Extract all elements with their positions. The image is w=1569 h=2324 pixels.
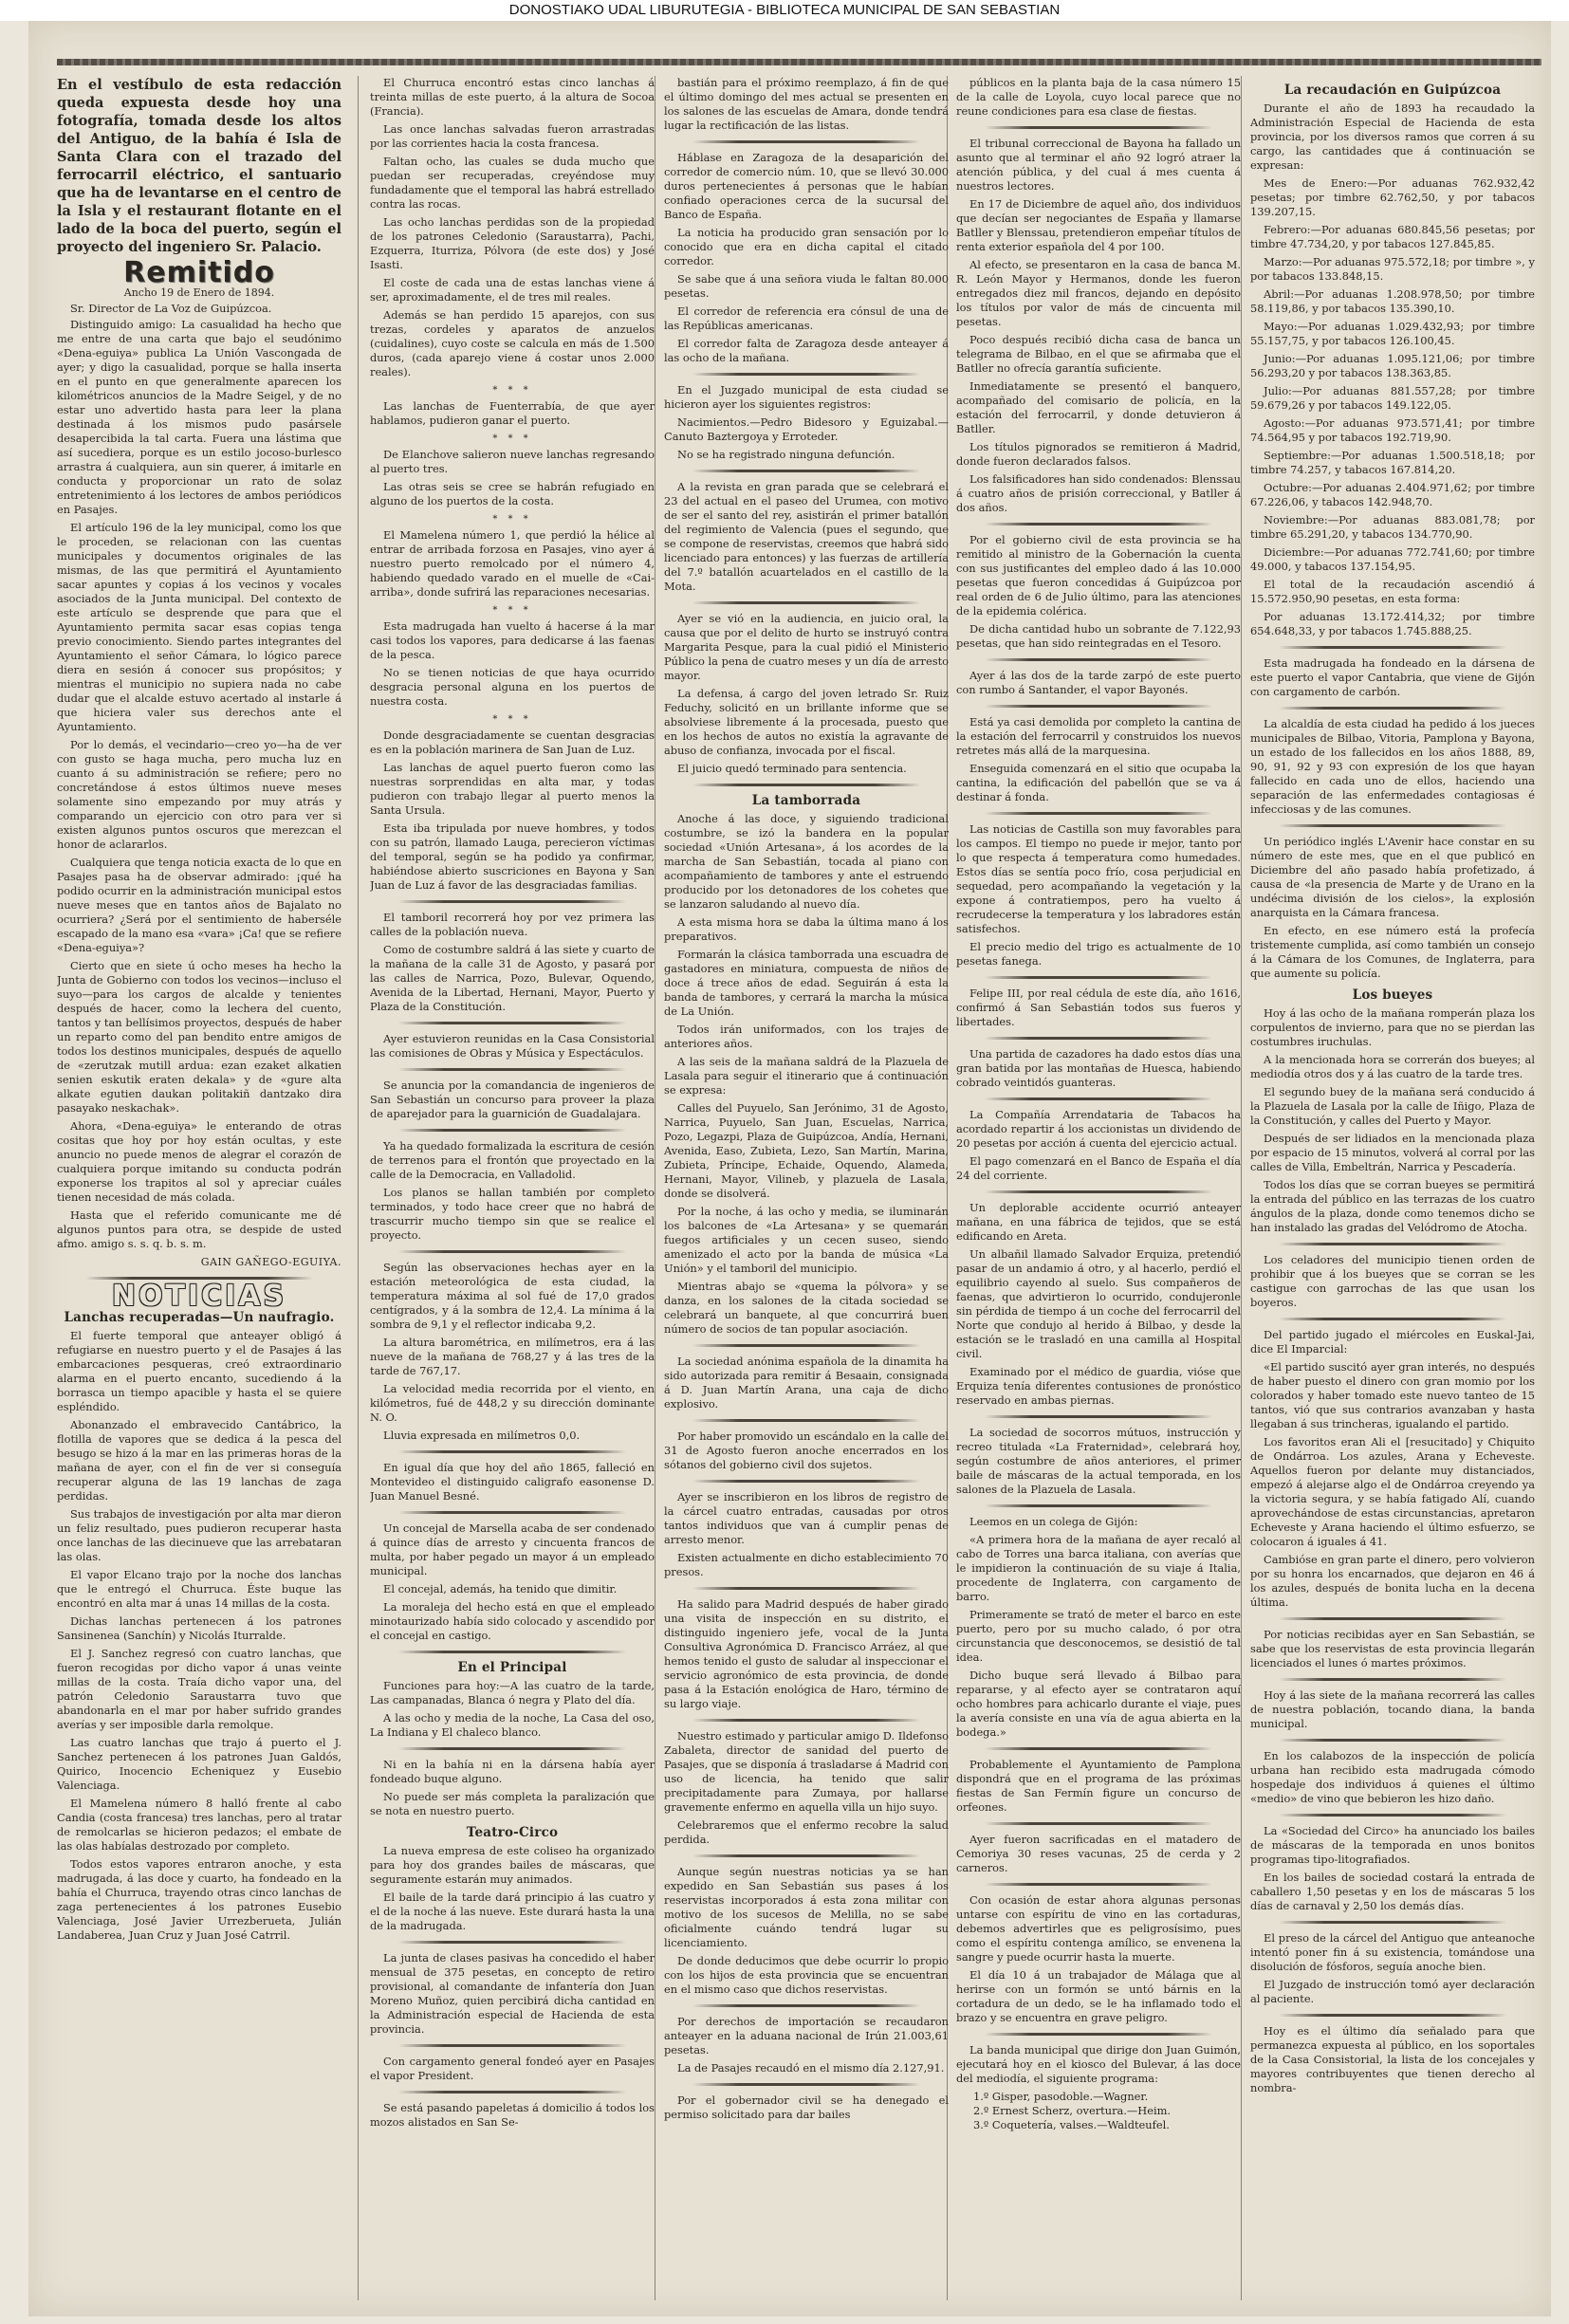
article-paragraph: Las lanchas de aquel puerto fueron como las nuestras sorprendidas en alta mar, y todas pudieron con trabajo llegar al puerto menos la Santa Ursula. (370, 761, 655, 817)
article-paragraph: El baile de la tarde dará principio á las cuatro y el de la noche á las nueve. Este durará hasta la una de la madrugada. (370, 1891, 655, 1932)
article-paragraph: Octubre:—Por aduanas 2.404.971,62; por timbre 67.226,06, y tabacos 142.948,70. (1250, 481, 1535, 508)
article-heading: Los bueyes (1352, 987, 1433, 1003)
article-paragraph: El pago comenzará en el Banco de España el día 24 del corriente. (956, 1154, 1241, 1182)
article-paragraph: Por el gobernador civil se ha denegado el permiso solicitado para dar bailes (664, 2093, 949, 2121)
section-rule (692, 1587, 920, 1590)
article-paragraph: La velocidad media recorrida por el viento, en kilómetros, fué de 448,2 y su dirección dominante N. O. (370, 1382, 655, 1424)
article-paragraph: Hoy es el último día señalado para que permanezca expuesta al público, en los soportales de la Casa Consistorial, la lista de los concejales y mayores contribuyentes que tienen derecho al nombra- (1250, 2024, 1535, 2094)
article-paragraph: Las lanchas de Fuenterrabía, de que ayer hablamos, pudieron ganar el puerto. (370, 399, 655, 427)
section-rule (398, 1068, 626, 1071)
article-paragraph: Probablemente el Ayuntamiento de Pamplona dispondrá que en el programa de las próximas fiestas de San Fermín figure un concurso de orfeones. (956, 1758, 1241, 1814)
article-paragraph: El corredor de referencia era cónsul de una de las Repúblicas americanas. (664, 304, 949, 332)
article-paragraph: Esta madrugada han vuelto á hacerse á la mar casi todos los vapores, para dedicarse á las faenas de la pesca. (370, 619, 655, 661)
section-rule (985, 976, 1212, 979)
article-paragraph: Julio:—Por aduanas 881.557,28; por timbre 59.679,26 y por tabacos 149.122,05. (1250, 384, 1535, 412)
article-paragraph: Las ocho lanchas perdidas son de la propiedad de los patrones Celedonio (Saraustarra), Pachi, Ezquerra, Iturriza, Pólvora (de este dos) y José Isasti. (370, 215, 655, 271)
article-paragraph: Marzo:—Por aduanas 975.572,18; por timbre », y por tabacos 133.848,15. (1250, 255, 1535, 283)
article-paragraph: Enseguida comenzará en el sitio que ocupaba la cantina, la edificación del pabellón que se va á destinar á fonda. (956, 762, 1241, 803)
article-paragraph: Se anuncia por la comandancia de ingenieros de San Sebastián un concurso para proveer la plaza de aparejador para la guarnición de Guadalajara. (370, 1079, 655, 1120)
article-paragraph: Un albañil llamado Salvador Erquiza, pretendió pasar de un andamio á otro, y al hacerlo, perdió el equilibrio cayendo al suelo. Sus compañeros de faenas, que advirtieron lo ocurrido, condujeronle sin pérdida de tiempo á un coche del ferrocarril del Norte que condujo al herido á Bilbao, y desde la estación se le trasladó en una camilla al Hospital civil. (956, 1247, 1241, 1360)
section-rule (398, 1747, 626, 1750)
article-paragraph: En los bailes de sociedad costará la entrada de caballero 1,50 pesetas y en los de máscaras 5 los días de carnaval y 2,50 los demás días. (1250, 1871, 1535, 1912)
section-rule (398, 900, 626, 903)
section-rule (398, 1129, 626, 1132)
section-rule (1279, 707, 1506, 710)
article-paragraph: La defensa, á cargo del joven letrado Sr. Ruiz Feduchy, solicitó en un brillante informe que se absolviese libremente á la procesada, puesto que en los hechos de autos no existía la agravante de abuso de confianza, invocada por el fiscal. (664, 687, 949, 757)
article-paragraph: Poco después recibió dicha casa de banca un telegrama de Bilbao, en el que se afirmaba que el Batller no ofrecía garantía suficiente. (956, 333, 1241, 375)
program-item: 3.º Coquetería, valses.—Waldteufel. (973, 2118, 1170, 2131)
section-rule (692, 470, 920, 472)
article-paragraph: Todos los días que se corran bueyes se permitirá la entrada del público en las terrazas de los cuatro ángulos de la plaza, donde como tenemos dicho se han instalado las gradas del Velódromo de Atocha. (1250, 1178, 1535, 1234)
article-paragraph: De dicha cantidad hubo un sobrante de 7.122,93 pesetas, que han sido reintegradas en el Tesoro. (956, 622, 1241, 650)
article-paragraph: El segundo buey de la mañana será conducido á la Plazuela de Lasala por la calle de Iñigo, Plaza de la Constitución, y calles del Puerto y Mayor. (1250, 1085, 1535, 1127)
section-rule (985, 812, 1212, 815)
section-rule (1279, 1739, 1506, 1742)
section-rule (398, 1250, 626, 1253)
article-paragraph: Mientras abajo se «quema la pólvora» y se danza, en los salones de la citada sociedad se celebrará un banquete, al que concurrirá buen número de socios de tan popular asociación. (664, 1280, 949, 1336)
article-paragraph: Se sabe que á una señora viuda le faltan 80.000 pesetas. (664, 272, 949, 300)
column-2 (370, 76, 655, 2300)
article-paragraph: A la revista en gran parada que se celebrará el 23 del actual en el paseo del Urumea, con motivo de ser el santo del rey, asistirán el primer batallón del regimiento de Valencia (pues el segundo, que se compone de reservistas, creemos que habrá sido licenciado para entonces) y las fuerzas de artillería del 7.º batallón acuartelados en el castillo de la Mota. (664, 480, 949, 593)
article-paragraph: Diciembre:—Por aduanas 772.741,60; por timbre 49.000, y tabacos 137.154,95. (1250, 545, 1535, 573)
ornament-stars: * * * (492, 385, 532, 396)
article-paragraph: No se ha registrado ninguna defunción. (677, 448, 895, 461)
column-divider (358, 76, 359, 2300)
article-paragraph: Ayer se vió en la audiencia, en juicio oral, la causa que por el delito de hurto se instruyó contra Margarita Pesque, para la cual pidió el Ministerio Público la pena de cuatro meses y un día de arresto mayor. (664, 612, 949, 682)
article-heading: En el Principal (457, 1660, 567, 1675)
article-paragraph: De donde deducimos que debe ocurrir lo propio con los hijos de esta provincia que se encuentran en el mismo caso que dichos reservistas. (664, 1954, 949, 1996)
article-paragraph: La noticia ha producido gran sensación por lo conocido que era en dicha capital el citado corredor. (664, 226, 949, 267)
letter-paragraph: El artículo 196 de la ley municipal, como los que le proceden, se relacionan con las cuentas municipales y documentos originales de las mismas, de las que permitirá el Ayuntamiento sacar apuntes y copias á los vecinos y vocales asociados de la Junta municipal. Del contexto de este artículo se desprende que para que el Ayuntamiento permita sacar esas copias tenga previo conocimiento. Siendo partes integrantes del Ayuntamiento el señor Cámara, lo lógico parece diera en sesión á conocer sus propósitos; y mientras el municipio no supiera nada no cabe dudar que el alcalde estuvo acertado al instarle á que hiciera valer sus derechos ante el Ayuntamiento. (57, 521, 341, 733)
article-paragraph: Háblase en Zaragoza de la desaparición del corredor de comercio núm. 10, que se llevó 30.000 duros pertenecientes á personas que le habían confiado operaciones cerca de la sucursal del Banco de España. (664, 151, 949, 221)
article-paragraph: El preso de la cárcel del Antiguo que anteanoche intentó poner fin á su existencia, tomándose una disolución de fósforos, seguía anoche bien. (1250, 1931, 1535, 1973)
section-rule (398, 2044, 626, 2047)
letter-paragraph: Distinguido amigo: La casualidad ha hecho que me entre de una carta que bajo el seudónimo «Dena-eguiya» publica La Unión Vascongada de ayer; y digo la casualidad, porque se halla inserta en el punto en que generalmente aparecen los kilométricos anuncios de la Madre Seigel, y de no estar uno advertido hasta para leer la plana destinada á los mismos pudo pasársele desapercibida la tal carta. Fuera una lástima que así sucediera, porque es un estilo jocoso-burlesco arrastra á cualquiera, aun sin querer, á imitarle en conducta y proporcionar un rato de solaz entretenimiento á los lectores de ambos periódicos en Pasajes. (57, 318, 341, 516)
article-paragraph: El total de la recaudación ascendió á 15.572.950,90 pesetas, en esta forma: (1250, 578, 1535, 605)
article-heading: La tamborrada (751, 793, 861, 808)
section-rule (985, 1822, 1212, 1825)
article-paragraph: Durante el año de 1893 ha recaudado la Administración Especial de Hacienda de esta provincia, por los diversos ramos que corren á su cargo, las cantidades que á continuación se expresan: (1250, 101, 1535, 172)
article-paragraph: Cambióse en gran parte el dinero, pero volvieron por su honra los encarnados, que dejaron en 46 á los azules, después de bonita lucha en la decena última. (1250, 1553, 1535, 1609)
section-rule (985, 658, 1212, 661)
article-paragraph: Lluvia expresada en milímetros 0,0. (383, 1429, 581, 1442)
section-rule (985, 523, 1212, 526)
article-paragraph: Ni en la bahía ni en la dársena había ayer fondeado buque alguno. (370, 1758, 655, 1785)
article-paragraph: Ayer á las dos de la tarde zarpó de este puerto con rumbo á Santander, el vapor Bayonés. (956, 669, 1241, 696)
letter-salutation: Sr. Director de La Voz de Guipúzcoa. (70, 302, 272, 315)
article-paragraph: Agosto:—Por aduanas 973.571,41; por timbre 74.564,95 y por tabacos 192.719,90. (1250, 416, 1535, 444)
article-paragraph: El vapor Elcano trajo por la noche dos lanchas que le entregó el Churruca. Éste buque las encontró en alta mar á unas 14 millas de la costa. (57, 1568, 341, 1610)
article-paragraph: Inmediatamente se presentó el banquero, acompañado del comisario de policía, en la estación del ferrocarril, y donde detuvieron á Batller. (956, 379, 1241, 435)
article-paragraph: El coste de cada una de estas lanchas viene á ser, aproximadamente, el de tres mil reales. (370, 276, 655, 304)
section-rule (692, 1419, 920, 1422)
article-paragraph: El concejal, además, ha tenido que dimitir. (383, 1582, 618, 1595)
article-paragraph: La sociedad anónima española de la dinamita ha sido autorizada para remitir á Besaain, consignada á D. Juan Martín Arana, una caja de dicho explosivo. (664, 1355, 949, 1411)
section-rule (985, 1097, 1212, 1100)
article-paragraph: La «Sociedad del Circo» ha anunciado los bailes de máscaras de la temporada en unos bonitos programas tipo-litografiados. (1250, 1824, 1535, 1866)
letter-paragraph: Cualquiera que tenga noticia exacta de lo que en Pasajes pasa ha de observar admirado: ¡qué ha podido ocurrir en la administración municipal estos nueve meses que en tantos años de Bajalato no ocurriera? ¿Será por el sentimiento de haberséle escapado de la mano esa «vara» ¡Ca! que se refiere «Dena-eguiya»? (57, 856, 341, 954)
article-paragraph: Dicho buque será llevado á Bilbao para repararse, y al efecto ayer se contrataron aquí ocho hombres para achicarlo durante el viaje, pues la avería consiste en una vía de agua abierta en la bodega.» (956, 1669, 1241, 1739)
article-paragraph: Ayer estuvieron reunidas en la Casa Consistorial las comisiones de Obras y Música y Espectáculos. (370, 1032, 655, 1060)
article-paragraph: Mayo:—Por aduanas 1.029.432,93; por timbre 55.157,75, y por tabacos 126.100,45. (1250, 320, 1535, 347)
article-paragraph: Por haber promovido un escándalo en la calle del 31 de Agosto fueron anoche encerrados en los sótanos del gobierno civil dos sujetos. (664, 1429, 949, 1471)
article-paragraph: Un concejal de Marsella acaba de ser condenado á quince días de arresto y cincuenta francos de multa, por haber pegado un mayor á un empleado municipal. (370, 1522, 655, 1577)
article-paragraph: Sus trabajos de investigación por alta mar dieron un feliz resultado, pues pudieron recuperar hasta once lanchas de las diecinueve que las arrebataran las olas. (57, 1507, 341, 1563)
article-paragraph: En igual día que hoy del año 1865, falleció en Montevideo el distinguido caligrafo easonense D. Juan Manuel Besné. (370, 1461, 655, 1503)
ornament-stars: * * * (492, 605, 532, 616)
article-paragraph: Las otras seis se cree se habrán refugiado en alguno de los puertos de la costa. (370, 480, 655, 507)
article-paragraph: Además se han perdido 15 aparejos, con sus trezas, cordeles y aparatos de anzuelos (cuidalines), cuyo coste se calcula en más de 1.500 duros, (cada aparejo viene á costar unos 2.000 reales). (370, 308, 655, 378)
article-paragraph: Por derechos de importación se recaudaron anteayer en la aduana nacional de Irún 21.003,61 pesetas. (664, 2015, 949, 2057)
article-paragraph: Ha salido para Madrid después de haber girado una visita de inspección en su distrito, el distinguido ingeniero jefe, vocal de la Junta Consultiva Agronómica D. Francisco Arráez, al que hemos tenido el gusto de saludar al inspeccionar el servicio agronómico de esta provincia, de donde pasa á la Estación enológica de Haro, término de su largo viaje. (664, 1597, 949, 1710)
article-paragraph: Dichas lanchas pertenecen á los patrones Sansinenea (Sanchín) y Nicolás Iturralde. (57, 1614, 341, 1642)
article-paragraph: Una partida de cazadores ha dado estos días una gran batida por las montañas de Huesca, habiendo cobrado veintidós guanteras. (956, 1047, 1241, 1089)
section-rule (692, 1344, 920, 1347)
article-paragraph: Nuestro estimado y particular amigo D. Ildefonso Zabaleta, director de sanidad del puerto de Pasajes, que se disponía á trasladarse á Madrid con uso de licencia, ha tenido que salir precipitadamente para Zumaya, por hallarse gravemente enfermo en aquella villa un hijo suyo. (664, 1729, 949, 1814)
section-rule (398, 1651, 626, 1653)
column-divider (1241, 76, 1242, 2300)
article-paragraph: La junta de clases pasivas ha concedido el haber mensual de 375 pesetas, en concepto de retiro provisional, al comandante de infantería don Juan Moreno Muñoz, quien percibirá dicha cantidad en la Administración especial de Hacienda de esta provincia. (370, 1951, 655, 2036)
article-paragraph: Con ocasión de estar ahora algunas personas untarse con espíritu de vino en las cortaduras, debemos advertirles que es peligrosísimo, pues como el espíritu contenga amílico, se envenena la sangre y puede ocurrir hasta la muerte. (956, 1893, 1241, 1964)
article-paragraph: Celebraremos que el enfermo recobre la salud perdida. (664, 1818, 949, 1846)
article-paragraph: El Churruca encontró estas cinco lanchas á treinta millas de este puerto, á la altura de Socoa (Francia). (370, 76, 655, 118)
archive-header: DONOSTIAKO UDAL LIBURUTEGIA - BIBLIOTECA MUNICIPAL DE SAN SEBASTIAN (0, 0, 1569, 21)
article-paragraph: bastián para el próximo reemplazo, á fin de que el último domingo del mes actual se presenten en los salones de las escuelas de Amara, donde tendrá lugar la rectificación de las listas. (664, 76, 949, 132)
article-paragraph: Febrero:—Por aduanas 680.845,56 pesetas; por timbre 47.734,20, y por tabacos 127.845,85. (1250, 223, 1535, 250)
article-paragraph: públicos en la planta baja de la casa número 15 de la calle de Loyola, cuyo local parece que no reune condiciones para esa clase de fiestas. (956, 76, 1241, 118)
article-paragraph: El Mamelena número 8 halló frente al cabo Candia (costa francesa) tres lanchas, pero al tratar de remolcarlas se hicieron pedazos; el embate de las olas habíalas destrozado por completo. (57, 1797, 341, 1853)
section-rule (692, 1719, 920, 1722)
ornament-stars: * * * (492, 433, 532, 444)
article-paragraph: El precio medio del trigo es actualmente de 10 pesetas fanega. (956, 940, 1241, 968)
article-paragraph: Por la noche, á las ocho y media, se iluminarán los balcones de «La Artesana» y se quemarán fuegos artificiales y un cecen suseo, siendo amenizado el acto por la banda de música «La Unión» y el tamboril del municipio. (664, 1205, 949, 1275)
article-paragraph: El Mamelena número 1, que perdió la hélice al entrar de arribada forzosa en Pasajes, vino ayer á nuestro puerto remolcado por el número 4, habiendo quedado varado en el muelle de «Cai-arriba», donde sufrirá las reparaciones necesarias. (370, 528, 655, 599)
article-paragraph: Los planos se hallan también por completo terminados, y todo hace creer que no habrá de trascurrir mucho tiempo sin que se realice el proyecto. (370, 1186, 655, 1242)
section-rule (1279, 2014, 1506, 2017)
article-paragraph: El tribunal correccional de Bayona ha fallado un asunto que al terminar el año 92 logró atraer la atención pública, y del cual á mes cuenta á nuestros lectores. (956, 137, 1241, 193)
article-paragraph: Al efecto, se presentaron en la casa de banca M. R. León Mayor y Hermanos, donde les fueron entregados diez mil francos, dejando en depósito los títulos por valor de más de cincuenta mil pesetas. (956, 258, 1241, 328)
section-rule (1279, 824, 1506, 827)
article-paragraph: «A primera hora de la mañana de ayer recaló al cabo de Torres una barca italiana, con averías que le impidieron la continuación de su viaje á Italia, procedente de Inglaterra, con cargamento de barro. (956, 1533, 1241, 1603)
program-item: 2.º Ernest Scherz, overtura.—Heim. (973, 2104, 1172, 2117)
section-rule (1279, 1814, 1506, 1817)
article-paragraph: Los falsificadores han sido condenados: Blenssau á cuatro años de prisión correccional, y Batller á dos años. (956, 472, 1241, 514)
article-paragraph: Mes de Enero:—Por aduanas 762.932,42 pesetas; por timbre 62.762,50, y por tabacos 139.207,15. (1250, 176, 1535, 218)
article-paragraph: En los calabozos de la inspección de policía urbana han recibido esta madrugada cómodo hospedaje dos individuos á quienes el último «medio» de vino que bebieron les hizo daño. (1250, 1749, 1535, 1805)
noticias-heading: NOTICIAS (111, 1280, 287, 1313)
article-paragraph: Septiembre:—Por aduanas 1.500.518,18; por timbre 74.257, y tabacos 167.814,20. (1250, 449, 1535, 476)
section-rule (985, 2033, 1212, 2036)
article-paragraph: Por noticias recibidas ayer en San Sebastián, se sabe que los reservistas de esta provincia llegarán licenciados el lunes ó martes próximos. (1250, 1628, 1535, 1669)
article-paragraph: En efecto, en ese número está la profecía tristemente cumplida, así como también un consejo á la Cámara de los Comunes, de Inglaterra, para que aumente su policía. (1250, 924, 1535, 980)
article-paragraph: Después de ser lidiados en la mencionada plaza por espacio de 15 minutos, volverá al corral por las calles de Villa, Embeltrán, Narrica y Pescadería. (1250, 1132, 1535, 1173)
article-paragraph: La moraleja del hecho está en que el empleado minotaurizado había sido colocado y ascendido por el concejal en castigo. (370, 1600, 655, 1642)
letter-signature: GAIN GAÑEGO-EGUIYA. (200, 1256, 341, 1268)
section-rule (1279, 1921, 1506, 1924)
article-paragraph: La sociedad de socorros mútuos, instrucción y recreo titulada «La Fraternidad», celebrará hoy, según costumbre de años anteriores, el primer baile de máscaras de la actual temporada, en los salones de la Plazuela de Lasala. (956, 1426, 1241, 1496)
article-paragraph: A esta misma hora se daba la última mano á los preparativos. (664, 915, 949, 943)
article-paragraph: Calles del Puyuelo, San Jerónimo, 31 de Agosto, Narrica, Puyuelo, San Juan, Escuelas, Narrica, Pozo, Legazpi, Plaza de Guipúzcoa, Andía, Hernani, Avenida, Easo, Zubieta, Lezo, San Martín, Marina, Zubieta, Príncipe, Echaide, Oquendo, Alameda, Hernani, Mayor, Vilineb, y plazuela de Lasala, donde se disolverá. (664, 1101, 949, 1200)
section-rule (398, 1941, 626, 1944)
article-paragraph: La Compañía Arrendataria de Tabacos ha acordado repartir á los accionistas un dividendo de 20 pesetas por acción á cuenta del ejercicio actual. (956, 1108, 1241, 1150)
section-rule (692, 2083, 920, 2086)
article-paragraph: Los títulos pignorados se remitieron á Madrid, donde fueron declarados falsos. (956, 440, 1241, 468)
article-paragraph: Por el gobierno civil de esta provincia se ha remitido al ministro de la Gobernación la cuenta con sus justificantes del empleo dado á las 10.000 pesetas que fueron concedidas á Guipúzcoa por real orden de 6 de Julio último, para las atenciones de la epidemia colérica. (956, 533, 1241, 618)
article-paragraph: El Juzgado de instrucción tomó ayer declaración al paciente. (1250, 1978, 1535, 2005)
article-paragraph: Existen actualmente en dicho establecimiento 70 presos. (664, 1551, 949, 1578)
article-paragraph: Está ya casi demolida por completo la cantina de la estación del ferrocarril y construidos los nuevos retretes más allá de la marquesina. (956, 715, 1241, 757)
section-rule (985, 1415, 1212, 1418)
article-paragraph: Abril:—Por aduanas 1.208.978,50; por timbre 58.119,86, y por tabacos 135.390,10. (1250, 287, 1535, 315)
article-paragraph: Las once lanchas salvadas fueron arrastradas por las corrientes hacia la costa francesa. (370, 122, 655, 150)
article-paragraph: Las noticias de Castilla son muy favorables para los campos. El tiempo no puede ir mejor, tanto por lo que respecta á temperatura como humedades. Estos días se sentía poco frío, cosa perjudicial en sequedad, pero acompañando la vegetación y la expone á contratiempos, pero ha vuelto á recrudecerse la temperatura y los labradores están satisfechos. (956, 822, 1241, 935)
column-3 (664, 76, 949, 2300)
section-rule (985, 1037, 1212, 1040)
article-paragraph: Nacimientos.—Pedro Bidesoro y Eguizabal.—Canuto Baztergoya y Erroteder. (664, 415, 949, 443)
article-paragraph: El día 10 á un trabajador de Málaga que al herirse con un formón se untó bárnis en la cortadura de un dedo, se le ha inflamado todo el brazo y se encuentra en grave peligro. (956, 1968, 1241, 2024)
section-rule (985, 1747, 1212, 1750)
article-paragraph: A las ocho y media de la noche, La Casa del oso, La Indiana y El chaleco blanco. (370, 1711, 655, 1739)
article-paragraph: La banda municipal que dirige don Juan Guimón, ejecutará hoy en el kiosco del Bulevar, á las doce del mediodía, el siguiente programa: (956, 2043, 1241, 2085)
article-paragraph: El corredor falta de Zaragoza desde anteayer á las ocho de la mañana. (664, 337, 949, 364)
article-paragraph: Hoy á las ocho de la mañana romperán plaza los corpulentos de invierno, para que no se pierdan las costumbres iruchulas. (1250, 1006, 1535, 1048)
article-paragraph: Ayer se inscribieron en los libros de registro de la cárcel cuatro entradas, causadas por otros tantos individuos que van á cumplir penas de arresto menor. (664, 1490, 949, 1546)
section-rule (692, 140, 920, 143)
article-paragraph: Se está pasando papeletas á domicilio á todos los mozos alistados en San Se- (370, 2101, 655, 2129)
section-rule (1279, 1243, 1506, 1245)
article-paragraph: Funciones para hoy:—A las cuatro de la tarde, Las campanadas, Blanca ó negra y Plato del día. (370, 1679, 655, 1706)
article-paragraph: Donde desgraciadamente se cuentan desgracias es en la población marinera de San Juan de Luz. (370, 729, 655, 756)
section-rule (985, 126, 1212, 129)
article-paragraph: No puede ser más completa la paralización que se nota en nuestro puerto. (370, 1790, 655, 1817)
article-paragraph: El J. Sanchez regresó con cuatro lanchas, que fueron recogidas por dicho vapor á unas veinte millas de la costa. Traía dicho vapor una, del patrón Celedonio Saraustarra tuvo que abandonarla en el mar por haber sufrido grandes averías y ser imposible darla remolque. (57, 1647, 341, 1731)
article-paragraph: Un deplorable accidente ocurrió anteayer mañana, en una fábrica de tejidos, que se está edificando en Areta. (956, 1201, 1241, 1243)
section-rule (1279, 1318, 1506, 1320)
article-paragraph: Formarán la clásica tamborrada una escuadra de gastadores en miniatura, compuesta de niños de doce á trece años de edad. Seguirán á esta la banda de tambores, y cerrará la marcha la música de La Unión. (664, 948, 949, 1018)
article-paragraph: Del partido jugado el miércoles en Euskal-Jai, dice El Imparcial: (1250, 1328, 1535, 1356)
section-rule (985, 1504, 1212, 1507)
article-paragraph: Los celadores del municipio tienen orden de prohibir que á los bueyes que se corran se les castigue con garrochas de las que usan los boyeros. (1250, 1253, 1535, 1309)
article-paragraph: Examinado por el médico de guardia, vióse que Erquiza tenía diferentes contusiones de pronóstico reservado en ambas piernas. (956, 1365, 1241, 1407)
section-rule (692, 1480, 920, 1483)
article-heading: Lanchas recuperadas—Un naufragio. (64, 1310, 335, 1325)
article-paragraph: Abonanzado el embravecido Cantábrico, la flotilla de vapores que se dedica á la pesca del besugo se hizo á la mar en las primeras horas de la mañana de ayer, con el fin de ver si conseguía recuperar alguna de las 19 lanchas de zaga perdidas. (57, 1418, 341, 1503)
article-paragraph: Noviembre:—Por aduanas 883.081,78; por timbre 65.291,20, y tabacos 134.770,90. (1250, 513, 1535, 541)
article-paragraph: La altura barométrica, en milímetros, era á las nueve de la mañana de 768,27 y á las tres de la tarde de 767,17. (370, 1336, 655, 1377)
article-paragraph: A la mencionada hora se correrán dos bueyes; al mediodía otros dos y á las cuatro de la tarde tres. (1250, 1053, 1535, 1080)
article-paragraph: La de Pasajes recaudó en el mismo día 2.127,91. (677, 2061, 945, 2075)
article-paragraph: Anoche á las doce, y siguiendo tradicional costumbre, se izó la bandera en la popular sociedad «Unión Artesana», á los acordes de la marcha de San Sebastián, tocada al piano con acompañamiento de tambores y ante el estruendo producido por los detonadores de los cohetes que se lanzaron saludando al nuevo día. (664, 812, 949, 911)
article-paragraph: Según las observaciones hechas ayer en la estación meteorológica de esta ciudad, la temperatura máxima al sol fué de 17,0 grados centígrados, y á la sombra de 12,4. La mínima á la sombra de 9,1 y el reflector indicaba 9,2. (370, 1261, 655, 1331)
section-rule (1279, 1617, 1506, 1620)
section-rule (692, 601, 920, 604)
section-rule (398, 1450, 626, 1453)
article-paragraph: A las seis de la mañana saldrá de la Plazuela de Lasala para seguir el itinerario que á continuación se expresa: (664, 1055, 949, 1097)
ornament-stars: * * * (492, 714, 532, 725)
section-rule (398, 1511, 626, 1514)
article-paragraph: De Elanchove salieron nueve lanchas regresando al puerto tres. (370, 448, 655, 475)
article-paragraph: En 17 de Diciembre de aquel año, dos individuos que decían ser negociantes de España y llamarse Batller y Blenssau, pretendieron empeñar títulos de renta exterior española del 4 por 100. (956, 197, 1241, 253)
article-paragraph: Primeramente se trató de meter el barco en este puerto, pero por su mucho calado, ó por otra circunstancia que desconocemos, se desistió de tal idea. (956, 1608, 1241, 1664)
column-5 (1250, 76, 1535, 2300)
section-rule (985, 1883, 1212, 1886)
letter-paragraph: Ahora, «Dena-eguiya» le enterando de otras cositas que hoy por hoy están ocultas, y este anuncio no puede menos de alegrar el corazón de cualquiera porque imitando su conducta podrán exponerse los trapitos al sol y apreciar cuáles tienen necesidad de más colada. (57, 1119, 341, 1204)
column-1 (57, 76, 341, 2296)
ornament-stars: * * * (492, 514, 532, 525)
section-rule (692, 1854, 920, 1857)
article-paragraph: Ayer fueron sacrificadas en el matadero de Cemoriya 30 reses vacunas, 25 de cerda y 2 carneros. (956, 1833, 1241, 1874)
article-paragraph: La nueva empresa de este coliseo ha organizado para hoy dos grandes bailes de máscaras, que seguramente estarán muy animados. (370, 1844, 655, 1886)
article-paragraph: El juicio quedó terminado para sentencia. (677, 762, 907, 775)
letter-paragraph: Hasta que el referido comunicante me dé algunos puntos para otra, se despide de usted afmo. amigo s. s. q. b. s. m. (57, 1208, 341, 1250)
article-paragraph: La alcaldía de esta ciudad ha pedido á los jueces municipales de Bilbao, Vitoria, Pamplona y Bayona, un estado de los fallecidos en los años 1888, 89, 90, 91, 92 y 93 con expresión de los que hayan fallecido en cada uno de ellos, haciendo una separación de las enfermedades contagiosas é infecciosas y de las comunes. (1250, 717, 1535, 816)
masthead-rule (57, 59, 1541, 65)
article-paragraph: Esta madrugada ha fondeado en la dársena de este puerto el vapor Cantabria, que viene de Gijón con cargamento de carbón. (1250, 656, 1535, 698)
article-paragraph: Un periódico inglés L'Avenir hace constar en su número de este mes, que en el que publicó en Diciembre del año pasado había profetizado, á causa de «la presencia de Marte y de Urano en la undécima división de los cielos», la explosión anarquista en la Cámara francesa. (1250, 835, 1535, 919)
lead-notice: En el vestíbulo de esta redacción queda expuesta desde hoy una fotografía, tomada desde los altos del Antiguo, de la bahía é Isla de Santa Clara con el trazado del ferrocarril eléctrico, el santuario que ha de levantarse en el centro de la Isla y el restaurant flotante en el lado de la boca del puerto, según el proyecto del ingeniero Sr. Palacio. (57, 77, 341, 255)
article-paragraph: Felipe III, por real cédula de este día, año 1616, confirmó á San Sebastián todos sus fueros y libertades. (956, 987, 1241, 1028)
article-paragraph: En el Juzgado municipal de esta ciudad se hicieron ayer los siguientes registros: (664, 383, 949, 411)
article-paragraph: Leemos en un colega de Gijón: (969, 1515, 1138, 1528)
article-paragraph: «El partido suscitó ayer gran interés, no después de haber puesto el dinero con gran momio por los colorados y haber tomado este nuevo tanteo de 15 tantos, vió que sus contrarios avanzaban y hasta llegaban á sus trincheras, igualando el partido. (1250, 1360, 1535, 1430)
article-paragraph: Aunque según nuestras noticias ya se han expedido en San Sebastián sus pases á los reservistas incorporados á esta zona militar con motivo de los sucesos de Melilla, no se sabe oficialmente cuándo tendrá lugar su licenciamiento. (664, 1865, 949, 1949)
letter-paragraph: Cierto que en siete ú ocho meses ha hecho la Junta de Gobierno con todos los vecinos—incluso el suyo—para los cargos de alcalde y tenientes después de hacer, como la lechera del cuento, tantos y tan bellísimos proyectos, después de haber un reparto como del pan bendito entre amigos de todos los destinos municipales, después de aquello de «zerutzak mutill ardua: ezan ezaket alkatien senien eskutik eraten dekala» y de «gure alta alkate egutien daukan politakiñ dantzako dira pasayako neskachak». (57, 959, 341, 1115)
section-rule (692, 784, 920, 786)
article-paragraph: Los favoritos eran Ali el [resucitado] y Chiquito de Ondárroa. Los azules, Arana y Echeveste. Aquellos fueron por delante muy distanciados, empezó á alejarse algo el de Ondárroa creyendo ya la victoria segura, y se había fatigado Alí, cuando aprovechándose de estas circunstancias, apretaron Echeveste y Arana haciendo el último esfuerzo, se colocaron á iguales á 41. (1250, 1435, 1535, 1548)
article-paragraph: Esta iba tripulada por nueve hombres, y todos con su patrón, llamado Lauga, perecieron víctimas del temporal, según se ha podido ya confirmar, habiéndose abierto suscriciones en Bayona y San Juan de Luz á favor de las desgraciadas familias. (370, 821, 655, 892)
column-4 (956, 76, 1241, 2300)
section-rule (398, 2091, 626, 2093)
section-rule (692, 2004, 920, 2007)
section-rule (692, 373, 920, 376)
article-paragraph: Las cuatro lanchas que trajo á puerto el J. Sanchez pertenecen á los patrones Juan Galdós, Quirico, Inocencio Echeniquez y Eusebio Valenciaga. (57, 1736, 341, 1792)
article-paragraph: Todos estos vapores entraron anoche, y esta madrugada, á las doce y cuarto, ha fondeado en la bahía el Churruca, trayendo otras cinco lanchas de zaga pertenecientes á los patrones Eusebio Valenciaga, José Javier Urrezberueta, Julián Landaberea, Juan Cruz y Juan José Catrril. (57, 1857, 341, 1942)
article-paragraph: Como de costumbre saldrá á las siete y cuarto de la mañana de la calle 31 de Agosto, y pasará por las calles de Narrica, Pozo, Bulevar, Oquendo, Avenida de la Libertad, Hernani, Mayor, Puerto y Plaza de la Constitución. (370, 943, 655, 1013)
article-paragraph: Todos irán uniformados, con los trajes de anteriores años. (664, 1023, 949, 1050)
article-paragraph: Por aduanas 13.172.414,32; por timbre 654.648,33, y por tabacos 1.745.888,25. (1250, 610, 1535, 637)
section-rule (1279, 646, 1506, 649)
section-rule (985, 1190, 1212, 1193)
article-paragraph: El tamboril recorrerá hoy por vez primera las calles de la población nueva. (370, 911, 655, 938)
article-paragraph: Hoy á las siete de la mañana recorrerá las calles de nuestra población, tocando diana, la banda municipal. (1250, 1688, 1535, 1730)
article-paragraph: El fuerte temporal que anteayer obligó á refugiarse en nuestro puerto y el de Pasajes á las embarcaciones pesqueras, creó extraordinario alarma en el puerto encanto, sucediendo á la borrasca un tiempo apacible y hasta el se quiere espléndido. (57, 1329, 341, 1413)
remitido-heading: Remitido (123, 256, 275, 289)
section-rule (985, 705, 1212, 708)
article-heading: La recaudación en Guipúzcoa (1283, 83, 1502, 98)
section-rule (398, 1022, 626, 1024)
article-paragraph: Junio:—Por aduanas 1.095.121,06; por timbre 56.293,20 y por tabacos 138.363,85. (1250, 352, 1535, 379)
article-paragraph: Faltan ocho, las cuales se duda mucho que puedan ser recuperadas, creyéndose muy fundadamente que el temporal las habrá estrellado contra las rocas. (370, 155, 655, 211)
article-paragraph: No se tienen noticias de que haya ocurrido desgracia personal alguna en los puertos de nuestra costa. (370, 666, 655, 708)
letter-dateline: Ancho 19 de Enero de 1894. (123, 286, 275, 299)
program-item: 1.º Gisper, pasodoble.—Wagner. (973, 2090, 1149, 2103)
article-paragraph: Con cargamento general fondeó ayer en Pasajes el vapor President. (370, 2055, 655, 2082)
article-paragraph: Ya ha quedado formalizada la escritura de cesión de terrenos para el frontón que proyectado en la calle de la Democracia, en Valladolid. (370, 1139, 655, 1181)
article-heading: Teatro-Circo (466, 1825, 559, 1840)
letter-paragraph: Por lo demás, el vecindario—creo yo—ha de ver con gusto se haga mucha, pero mucha luz en cuanto á su administración se refiere; pero no concretándose á estos últimos nueve meses solamente sino empezando por muy atrás y comparando un ejercicio con otro para ver si existen algunos puntos oscuros que merezcan el honor de aclararlos. (57, 738, 341, 851)
section-rule (1279, 1678, 1506, 1681)
